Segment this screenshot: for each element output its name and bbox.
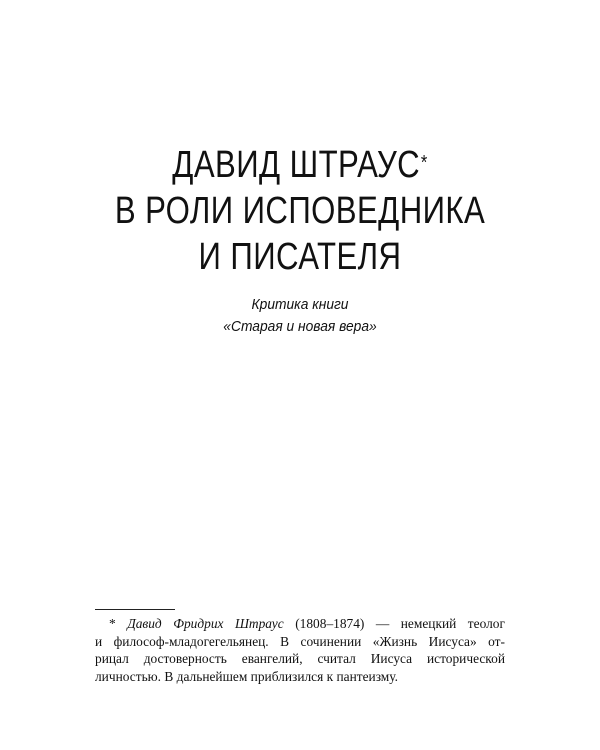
footnote-marker: * [109, 616, 116, 631]
footnote-divider [95, 609, 175, 610]
footnote-reference-marker[interactable]: * [420, 152, 428, 174]
chapter-subtitle [24, 294, 576, 338]
chapter-title [54, 142, 546, 280]
footnote-dates: (1808–1874) — немецкий теолог [295, 616, 505, 631]
subtitle-line-1: Критика книги [251, 296, 349, 313]
footnote-person-name: Давид Фридрих Штраус [127, 616, 284, 631]
title-line-2: В РОЛИ ИСПОВЕДНИКА [114, 190, 486, 232]
footnote-line-1 [95, 615, 505, 633]
footnote-line-3: рицал достоверность евангелий, считал Иисуса исторической [95, 651, 505, 666]
footnote-line-4: личностью. В дальнейшем приблизился к пантеизму. [95, 668, 398, 684]
title-line-1: ДАВИД ШТРАУС [172, 144, 421, 186]
title-line-3: И ПИСАТЕЛЯ [198, 236, 402, 278]
footnote-line-2: и философ-младогегельянец. В сочинении «Жизнь Иисуса» от- [95, 633, 505, 649]
footnote [95, 615, 505, 685]
subtitle-line-2: «Старая и новая вера» [223, 318, 377, 335]
